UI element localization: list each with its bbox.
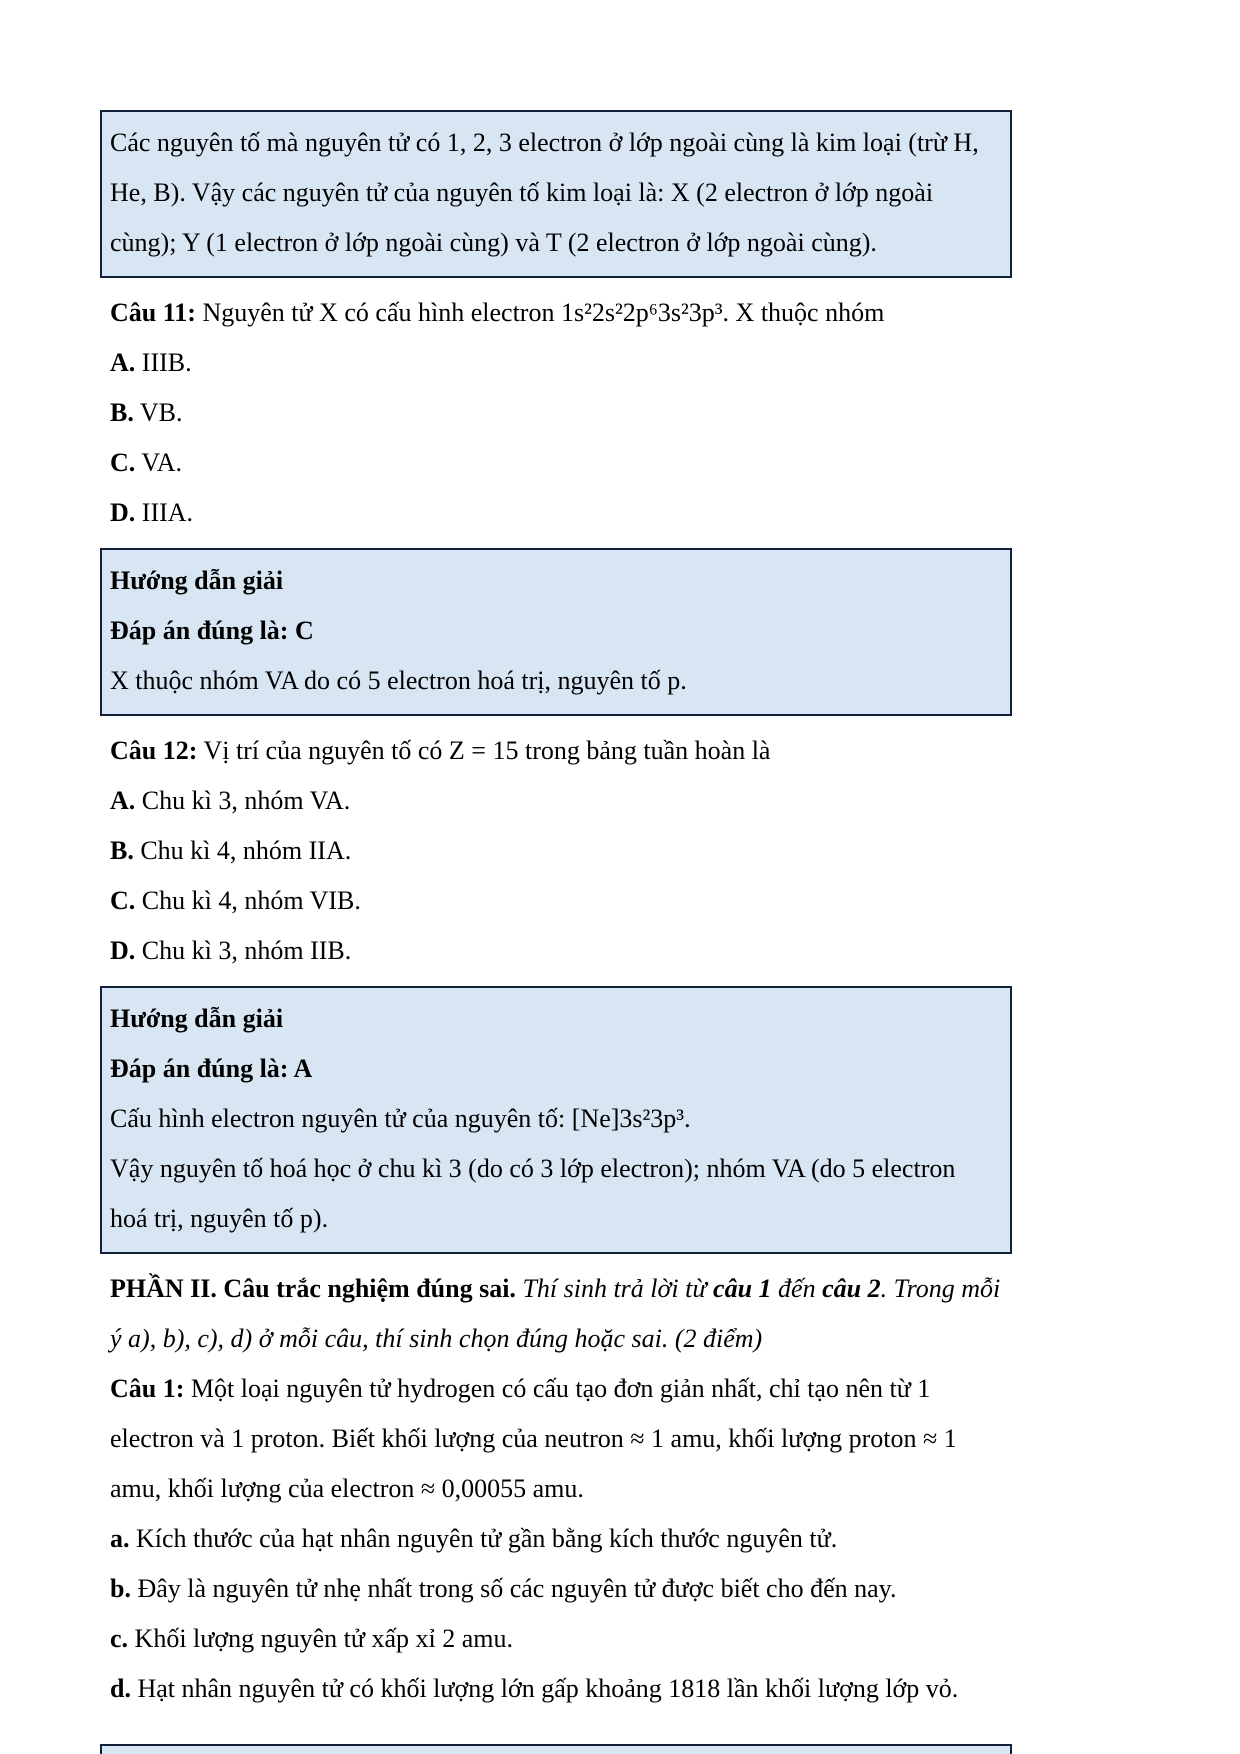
- option-label: C.: [110, 886, 136, 915]
- question-11: [100, 288, 1012, 338]
- solution-title-text: Hướng dẫn giải: [110, 1004, 284, 1033]
- solution-title: [110, 994, 996, 1044]
- question-1-statement-b: [100, 1564, 1012, 1614]
- question-11-label: Câu 11:: [110, 298, 196, 327]
- part2-heading: PHẦN II. Câu trắc nghiệm đúng sai.: [110, 1274, 516, 1303]
- question-1-statement-a: [100, 1514, 1012, 1564]
- question-12-text: Vị trí của nguyên tố có Z = 15 trong bảng tuần hoàn là: [203, 736, 771, 765]
- next-solution-box-cutoff: [100, 1744, 1012, 1754]
- statement-label: d.: [110, 1674, 131, 1703]
- question-11-option-d: [100, 488, 1012, 538]
- part2-heading-paragraph: [100, 1264, 1012, 1364]
- solution-box-q11: [100, 548, 1012, 716]
- option-text: Chu kì 3, nhóm VA.: [141, 786, 351, 815]
- statement-label: c.: [110, 1624, 129, 1653]
- statement-text: Khối lượng nguyên tử xấp xỉ 2 amu.: [134, 1624, 513, 1653]
- question-12-option-b: [100, 826, 1012, 876]
- solution-line-1: Cấu hình electron nguyên tử của nguyên tố: [Ne]3s²3p³.: [110, 1104, 691, 1133]
- question-12-label: Câu 12:: [110, 736, 198, 765]
- solution-body: X thuộc nhóm VA do có 5 electron hoá trị, nguyên tố p.: [110, 666, 687, 695]
- question-1: [100, 1364, 1012, 1514]
- option-text: VB.: [139, 398, 183, 427]
- option-label: D.: [110, 498, 136, 527]
- question-12-option-c: [100, 876, 1012, 926]
- option-text: VA.: [141, 448, 183, 477]
- statement-label: b.: [110, 1574, 131, 1603]
- solution-box-q12: [100, 986, 1012, 1254]
- note-text: Các nguyên tố mà nguyên tử có 1, 2, 3 electron ở lớp ngoài cùng là kim loại (trừ H, He, B). Vậy các nguyên tử của nguyên tố kim loại là: X (2 electron ở lớp ngoài cùng); Y (1 electron ở lớp ngoài cùng) và T (2 electron ở lớp ngoài cùng).: [110, 128, 979, 257]
- question-1-statement-c: [100, 1614, 1012, 1664]
- option-text: Chu kì 4, nhóm IIA.: [140, 836, 352, 865]
- part2-bold-cau2: câu 2: [822, 1274, 881, 1303]
- note-highlight-box: [100, 110, 1012, 278]
- option-text: IIIA.: [141, 498, 194, 527]
- question-1-statement-d: [100, 1664, 1012, 1714]
- option-text: Chu kì 4, nhóm VIB.: [141, 886, 361, 915]
- solution-line-2: Vậy nguyên tố hoá học ở chu kì 3 (do có 3 lớp electron); nhóm VA (do 5 electron hoá trị, nguyên tố p).: [110, 1154, 956, 1233]
- question-12: [100, 726, 1012, 776]
- statement-label: a.: [110, 1524, 130, 1553]
- solution-answer: [110, 606, 996, 656]
- statement-text: Hạt nhân nguyên tử có khối lượng lớn gấp khoảng 1818 lần khối lượng lớp vỏ.: [137, 1674, 959, 1703]
- option-label: B.: [110, 398, 134, 427]
- option-text: Chu kì 3, nhóm IIB.: [141, 936, 352, 965]
- question-1-label: Câu 1:: [110, 1374, 185, 1403]
- solution-answer-text: Đáp án đúng là: C: [110, 616, 314, 645]
- option-label: A.: [110, 786, 136, 815]
- solution-title-text: Hướng dẫn giải: [110, 566, 284, 595]
- part2-bold-cau1: câu 1: [713, 1274, 772, 1303]
- question-1-text: Một loại nguyên tử hydrogen có cấu tạo đơn giản nhất, chỉ tạo nên từ 1 electron và 1 proton. Biết khối lượng của neutron ≈ 1 amu, khối lượng proton ≈ 1 amu, khối lượng của electron ≈ 0,00055 amu.: [110, 1374, 957, 1503]
- option-text: IIIB.: [141, 348, 192, 377]
- question-12-option-a: [100, 776, 1012, 826]
- part2-intro-c: . Trong mỗi ý a), b), c), d) ở mỗi câu, thí sinh chọn đúng hoặc sai. (2 điểm): [110, 1274, 1001, 1353]
- question-11-text: Nguyên tử X có cấu hình electron 1s²2s²2p⁶3s²3p³. X thuộc nhóm: [202, 298, 885, 327]
- statement-text: Kích thước của hạt nhân nguyên tử gần bằng kích thước nguyên tử.: [136, 1524, 838, 1553]
- question-11-option-a: [100, 338, 1012, 388]
- question-11-option-b: [100, 388, 1012, 438]
- option-label: A.: [110, 348, 136, 377]
- solution-answer-text: Đáp án đúng là: A: [110, 1054, 313, 1083]
- option-label: C.: [110, 448, 136, 477]
- question-12-option-d: [100, 926, 1012, 976]
- solution-answer: [110, 1044, 996, 1094]
- part2-intro-b: đến: [771, 1274, 823, 1303]
- solution-title: [110, 556, 996, 606]
- part2-intro-a: Thí sinh trả lời từ: [522, 1274, 714, 1303]
- question-11-option-c: [100, 438, 1012, 488]
- option-label: B.: [110, 836, 134, 865]
- statement-text: Đây là nguyên tử nhẹ nhất trong số các nguyên tử được biết cho đến nay.: [137, 1574, 897, 1603]
- option-label: D.: [110, 936, 136, 965]
